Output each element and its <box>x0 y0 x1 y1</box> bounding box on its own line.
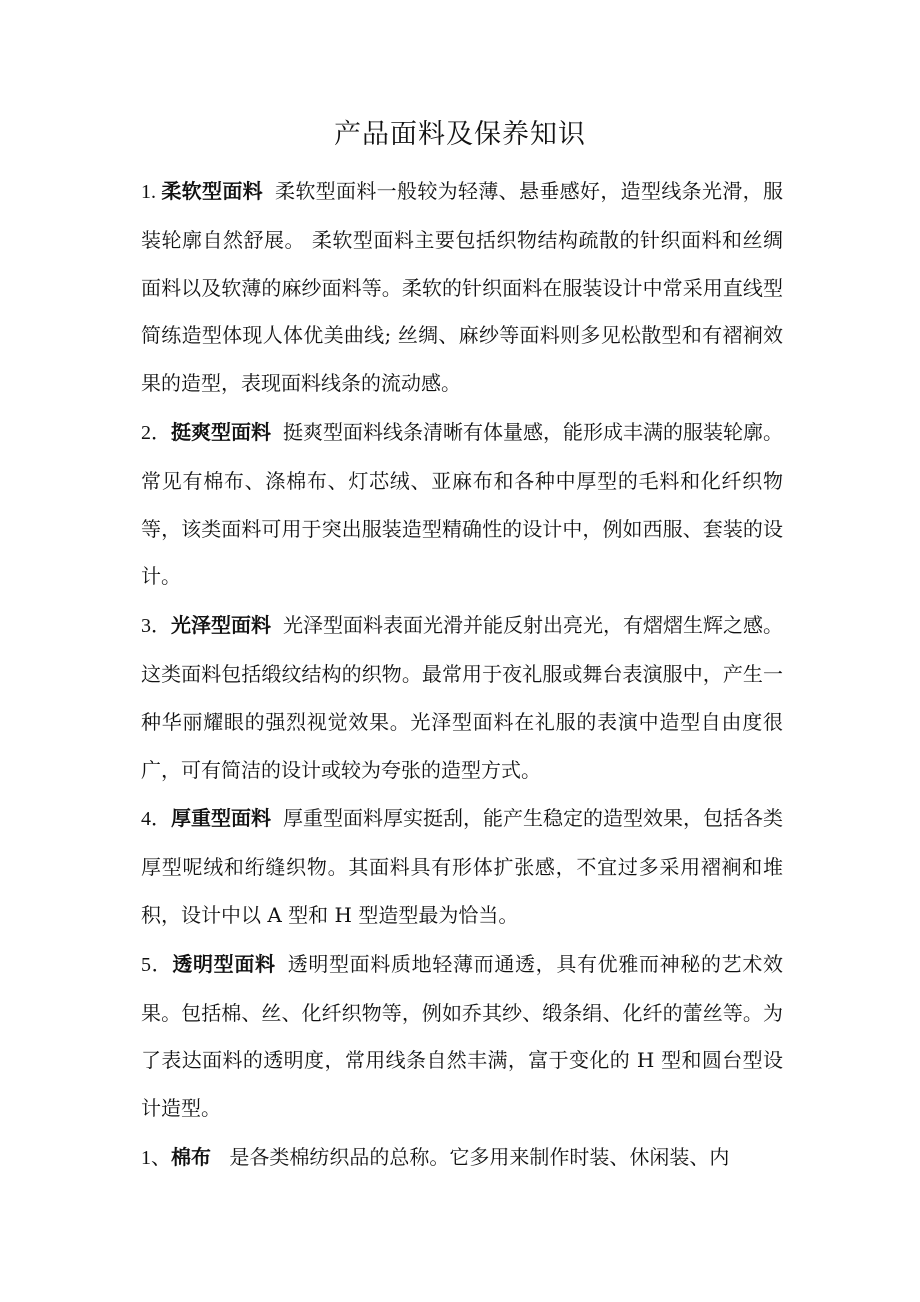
section-3 <box>141 602 783 794</box>
section-heading: 挺爽型面料 <box>171 419 271 444</box>
section-heading: 透明型面料 <box>172 951 276 976</box>
section-text: 厚重型面料厚实挺刮，能产生稳定的造型效果，包括各类厚型呢绒和绗缝织物。其面料具有形体扩张感，不宜过多采用褶裥和堆积，设计中以 A 型和 H 型造型最为恰当。 <box>141 806 783 927</box>
section-heading: 柔软型面料 <box>161 179 264 203</box>
section-text: 柔软型面料一般较为轻薄、悬垂感好，造型线条光滑，服装轮廓自然舒展。 柔软型面料主要包括织物结构疏散的针织面料和丝绸面料以及软薄的麻纱面料等。柔软的针织面料在服装设计中常采用直线型简练造型体现人体优美曲线; 丝绸、麻纱等面料则多见松散型和有褶裥效果的造型，表现面料线条的流动感。 <box>141 179 784 396</box>
section-number: 4． <box>141 808 171 831</box>
page-title: 产品面料及保养知识 <box>334 119 586 150</box>
item-text: 是各类棉纺织品的总称。它多用来制作时装、休闲装、内 <box>223 1144 730 1169</box>
section-heading: 光泽型面料 <box>171 613 271 638</box>
section-2 <box>141 409 783 601</box>
document-body <box>141 168 783 1184</box>
section-text: 挺爽型面料线条清晰有体量感，能形成丰满的服装轮廓。常见有棉布、涤棉布、灯芯绒、亚麻布和各种中厚型的毛料和化纤织物等，该类面料可用于突出服装造型精确性的设计中，例如西服、套装的设计。 <box>141 419 783 589</box>
section-number: 1. <box>141 181 162 203</box>
section-heading: 厚重型面料 <box>171 806 271 831</box>
section-4 <box>141 795 783 939</box>
section-1 <box>141 168 783 408</box>
section-text: 透明型面料质地轻薄而通透，具有优雅而神秘的艺术效果。包括棉、丝、化纤织物等，例如乔其纱、缎条绢、化纤的蕾丝等。为了表达面料的透明度，常用线条自然丰满，富于变化的 H 型和圆台型设计造型。 <box>141 951 784 1121</box>
fabric-item-1 <box>141 1134 783 1183</box>
section-number: 3． <box>141 615 171 638</box>
section-number: 2． <box>141 421 171 444</box>
section-5 <box>141 941 783 1133</box>
section-text: 光泽型面料表面光滑并能反射出亮光，有熠熠生辉之感。这类面料包括缎纹结构的织物。最常用于夜礼服或舞台表演服中，产生一种华丽耀眼的强烈视觉效果。光泽型面料在礼服的表演中造型自由度很广，可有简洁的设计或较为夸张的造型方式。 <box>141 613 783 782</box>
section-number: 5． <box>141 953 173 976</box>
item-heading: 棉布 <box>171 1144 211 1169</box>
item-number: 1、 <box>141 1146 171 1169</box>
